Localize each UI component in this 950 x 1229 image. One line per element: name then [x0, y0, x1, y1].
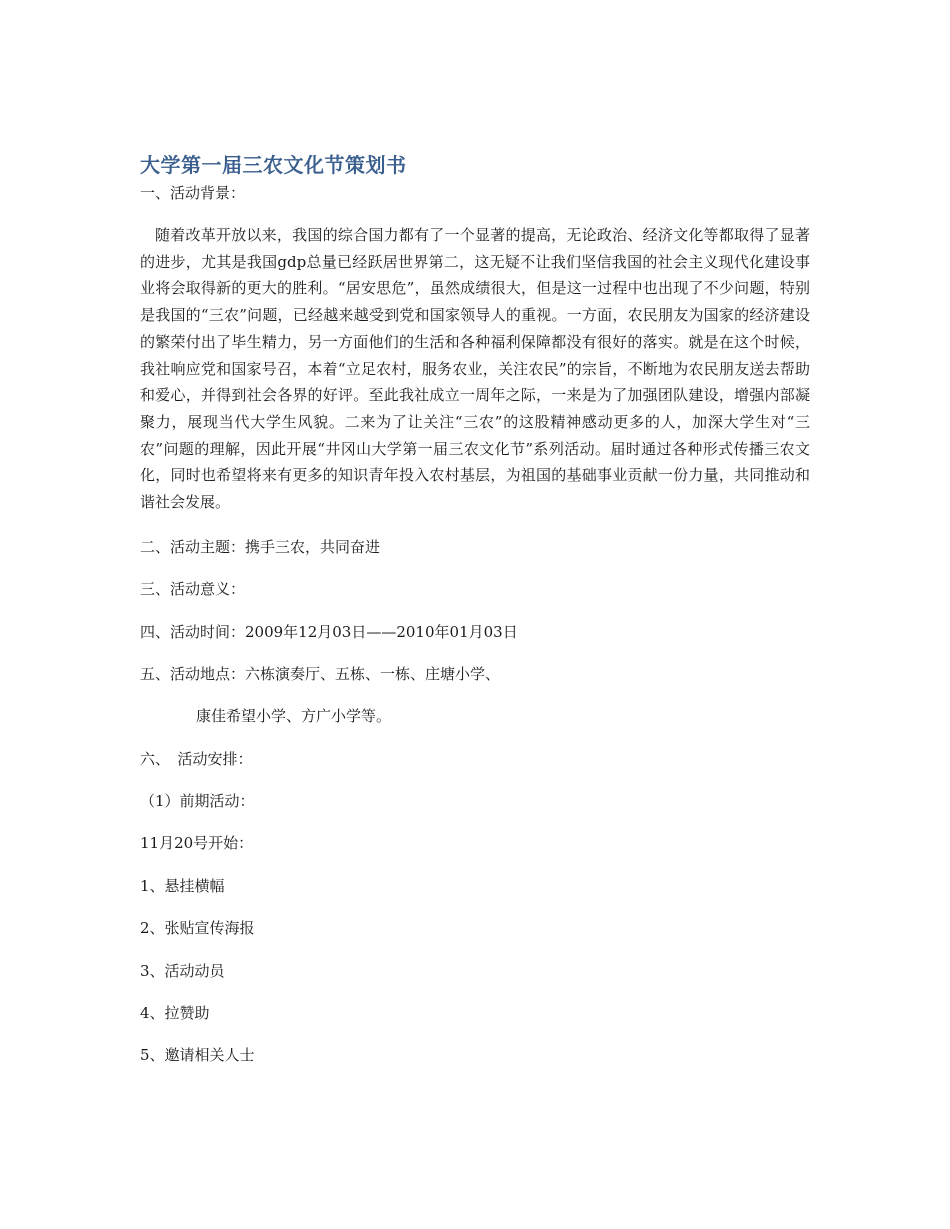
start-date-line: 11月20号开始： — [140, 834, 254, 853]
time-line: 四、活动时间：2009年12月03日——2010年01月03日 — [140, 622, 518, 641]
task-item: 2、张贴宣传海报 — [140, 919, 255, 938]
theme-line: 二、活动主题：携手三农，共同奋进 — [140, 537, 381, 556]
schedule-heading: 六、 活动安排： — [140, 749, 253, 768]
meaning-line: 三、活动意义： — [140, 580, 246, 599]
section-background-heading: 一、活动背景： — [140, 184, 246, 202]
task-item: 5、邀请相关人士 — [140, 1046, 255, 1065]
place-line-continuation: 康佳希望小学、方广小学等。 — [196, 707, 392, 726]
document-page — [140, 150, 810, 1065]
task-item: 4、拉赞助 — [140, 1004, 210, 1023]
place-line: 五、活动地点：六栋演奏厅、五栋、一栋、庄塘小学、 — [140, 664, 501, 683]
background-paragraph: 随着改革开放以来，我国的综合国力都有了一个显著的提高，无论政治、经济文化等都取得了显著的进步，尤其是我国gdp总量已经跃居世界第二，这无疑不让我们坚信我国的社会主义现代化建设事业将会取得新的更大的胜利。“居安思危”，虽然成绩很大，但是这一过程中也出现了不少问题，特别是我国的“三农”问题，已经越来越受到党和国家领导人的重视。一方面，农民朋友为国家的经济建设的繁荣付出了毕生精力，另一方面他们的生活和各种福利保障都没有很好的落实。就是在这个时候，我社响应党和国家号召，本着“立足农村，服务农业，关注农民”的宗旨，不断地为农民朋友送去帮助和爱心，并得到社会各界的好评。至此我社成立一周年之际，一来是为了加强团队建设，增强内部凝聚力，展现当代大学生风貌。二来为了让关注“三农”的这股精神感动更多的人，加深大学生对“三农”问题的理解，因此开展“井冈山大学第一届三农文化节”系列活动。届时通过各种形式传播三农文化，同时也希望将来有更多的知识青年投入农村基层，为祖国的基础事业贡献一份力量，共同推动和谐社会发展。 — [140, 226, 810, 512]
pre-activity-heading: （1）前期活动： — [140, 792, 255, 811]
document-title: 大学第一届三农文化节策划书 — [140, 153, 407, 177]
task-item: 3、活动动员 — [140, 961, 225, 980]
task-item: 1、悬挂横幅 — [140, 876, 225, 895]
